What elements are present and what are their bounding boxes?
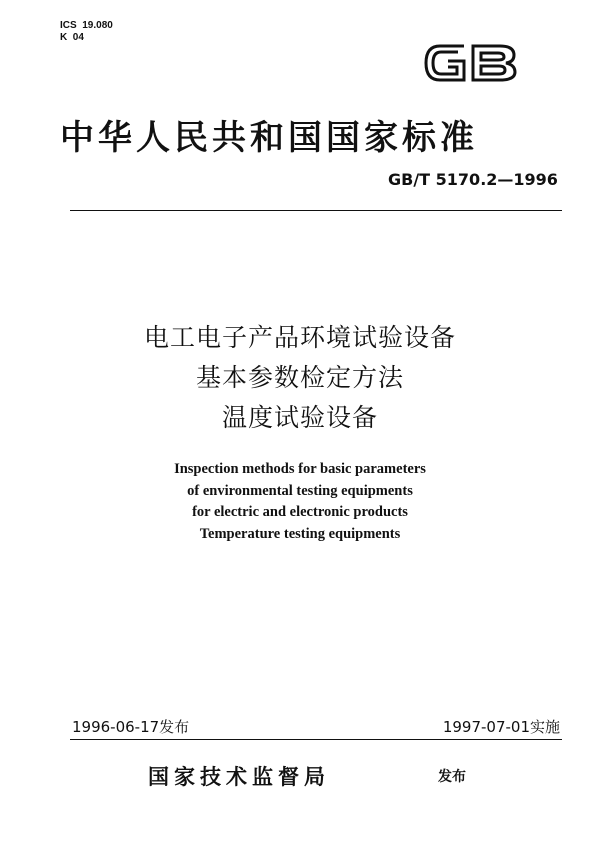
classification-codes [60,20,113,44]
chinese-title-line-1: 电工电子产品环境试验设备 [143,323,456,352]
ccs-code: K 04 [60,32,84,43]
chinese-title [0,318,600,438]
top-divider [70,210,562,211]
issue-date: 1996-06-17发布 [72,718,190,736]
english-title [0,459,600,545]
publish-label: 发布 [438,769,466,785]
national-standard-title: 中华人民共和国国家标准 [60,118,478,158]
chinese-title-line-2: 基本参数检定方法 [195,363,404,392]
english-title-line-3: for electric and electronic products [192,504,408,520]
gb-logo [420,34,520,92]
standard-number: GB/T 5170.2—1996 [388,170,558,189]
english-title-line-4: Temperature testing equipments [199,525,401,542]
publisher-name: 国家技术监督局 [148,765,330,789]
chinese-title-line-3: 温度试验设备 [221,403,378,432]
bottom-divider [70,739,562,740]
english-title-line-1: Inspection methods for basic parameters [174,461,426,477]
english-title-line-2: of environmental testing equipments [187,482,413,499]
implementation-date: 1997-07-01实施 [442,718,560,736]
ics-code: ICS 19.080 [60,20,113,31]
